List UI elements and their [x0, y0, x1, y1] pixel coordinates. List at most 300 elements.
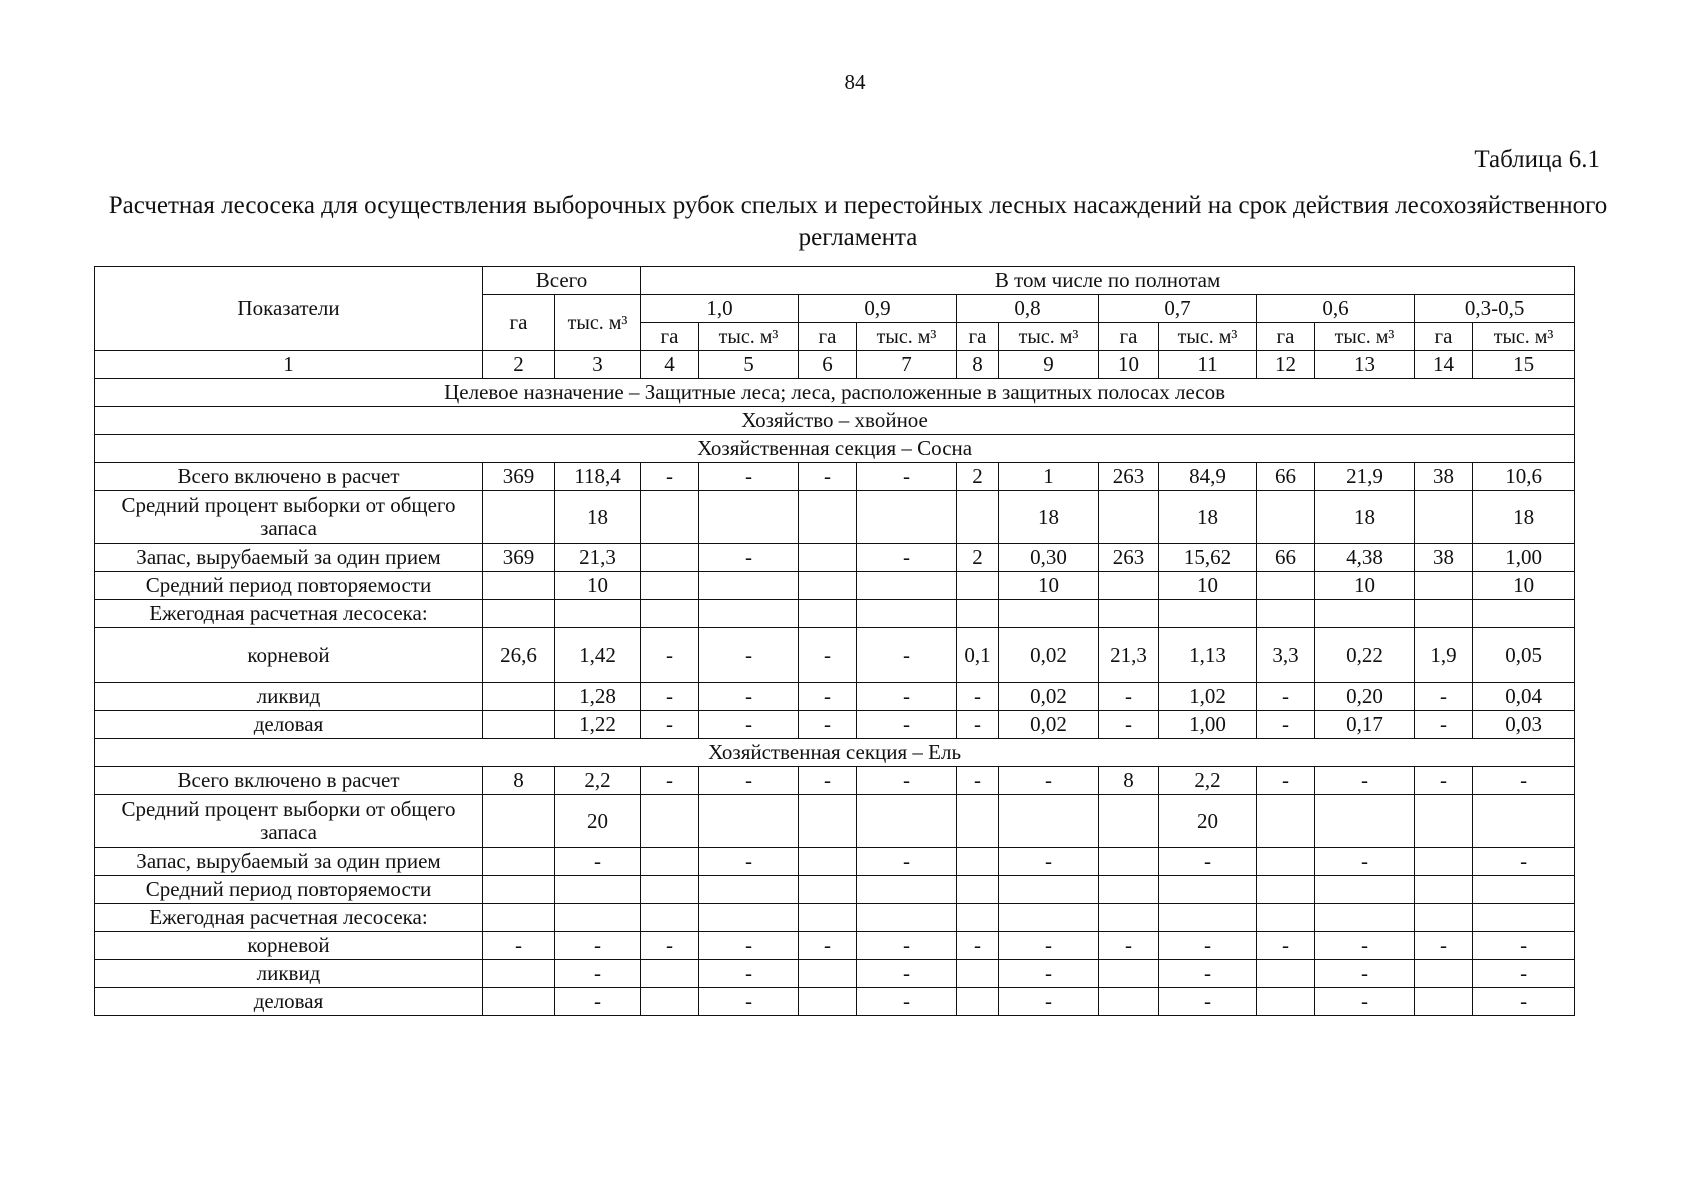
cell-value — [999, 795, 1099, 848]
cell-value: 1,02 — [1159, 683, 1257, 711]
section-farm: Хозяйство – хвойное — [95, 407, 1575, 435]
cell-value: 18 — [1315, 491, 1415, 544]
cell-value — [1415, 600, 1473, 628]
table-row — [95, 876, 1575, 904]
cell-value — [1257, 491, 1315, 544]
cell-value: - — [857, 848, 957, 876]
table-row — [95, 600, 1575, 628]
cell-value — [999, 904, 1099, 932]
table-row — [95, 711, 1575, 739]
cell-value: 10 — [1315, 572, 1415, 600]
cell-value — [1415, 876, 1473, 904]
table-title: Расчетная лесосека для осуществления выборочных рубок спелых и перестойных лесных насаждений на срок действия лесохозяйственного регламента — [108, 192, 1608, 251]
table-row — [95, 767, 1575, 795]
cell-value: - — [1415, 767, 1473, 795]
column-number: 14 — [1415, 351, 1473, 379]
column-number: 8 — [957, 351, 999, 379]
cell-value — [1099, 988, 1159, 1016]
cell-value — [641, 960, 699, 988]
cell-value: - — [1257, 683, 1315, 711]
cell-value: - — [857, 932, 957, 960]
cell-value: - — [699, 463, 799, 491]
cell-value: - — [857, 711, 957, 739]
header-indicators: Показатели — [95, 267, 483, 351]
cell-value — [641, 544, 699, 572]
table-label: Таблица 6.1 — [1474, 146, 1600, 173]
cell-value: - — [641, 628, 699, 683]
cell-value — [1099, 960, 1159, 988]
row-label: Средний период повторяемости — [95, 876, 483, 904]
header-density: 0,8 — [957, 295, 1099, 323]
cell-value: 1,13 — [1159, 628, 1257, 683]
cell-value — [483, 848, 555, 876]
cell-value: - — [1315, 960, 1415, 988]
cell-value: - — [857, 628, 957, 683]
row-label: Средний процент выборки от общего запаса — [95, 491, 483, 544]
cell-value — [799, 572, 857, 600]
cell-value: - — [1159, 932, 1257, 960]
table-row — [95, 904, 1575, 932]
cell-value — [1415, 848, 1473, 876]
cell-value: 26,6 — [483, 628, 555, 683]
cell-value: - — [699, 988, 799, 1016]
row-label: деловая — [95, 988, 483, 1016]
page-number: 84 — [844, 70, 866, 94]
cell-value — [957, 988, 999, 1016]
table-row — [95, 491, 1575, 544]
cell-value — [699, 904, 799, 932]
row-label: Ежегодная расчетная лесосека: — [95, 600, 483, 628]
cell-value — [1473, 876, 1575, 904]
cutting-area-table — [94, 266, 1575, 1016]
column-number: 6 — [799, 351, 857, 379]
cell-value — [699, 876, 799, 904]
cell-value: - — [799, 767, 857, 795]
column-number: 1 — [95, 351, 483, 379]
header-density: 0,9 — [799, 295, 957, 323]
cell-value: 10,6 — [1473, 463, 1575, 491]
cell-value: 0,17 — [1315, 711, 1415, 739]
cell-value: - — [857, 960, 957, 988]
header-ha: га — [1099, 323, 1159, 351]
cell-value: - — [1415, 683, 1473, 711]
column-number: 4 — [641, 351, 699, 379]
cell-value: - — [1315, 767, 1415, 795]
table-row — [95, 932, 1575, 960]
section-pine: Хозяйственная секция – Сосна — [95, 435, 1575, 463]
cell-value — [1257, 960, 1315, 988]
cell-value — [483, 491, 555, 544]
cell-value — [641, 848, 699, 876]
cell-value: 1,28 — [555, 683, 641, 711]
cell-value: 38 — [1415, 463, 1473, 491]
cell-value — [483, 960, 555, 988]
column-number: 2 — [483, 351, 555, 379]
cell-value: 1,22 — [555, 711, 641, 739]
cell-value: - — [1099, 711, 1159, 739]
row-label: ликвид — [95, 683, 483, 711]
cell-value — [699, 795, 799, 848]
column-number: 12 — [1257, 351, 1315, 379]
cell-value: - — [1257, 932, 1315, 960]
cell-value — [1315, 876, 1415, 904]
cell-value: - — [1257, 767, 1315, 795]
cell-value: - — [641, 711, 699, 739]
cell-value: 1 — [999, 463, 1099, 491]
cell-value: - — [999, 932, 1099, 960]
cell-value — [555, 904, 641, 932]
cell-value — [857, 904, 957, 932]
cell-value — [857, 876, 957, 904]
table-row — [95, 463, 1575, 491]
row-label: Ежегодная расчетная лесосека: — [95, 904, 483, 932]
table-row — [95, 988, 1575, 1016]
cell-value — [483, 904, 555, 932]
cell-value — [799, 491, 857, 544]
cell-value: - — [641, 767, 699, 795]
cell-value: 18 — [999, 491, 1099, 544]
cell-value: 263 — [1099, 463, 1159, 491]
cell-value — [1315, 904, 1415, 932]
cell-value — [1159, 600, 1257, 628]
cell-value — [999, 876, 1099, 904]
cell-value: - — [1099, 683, 1159, 711]
cell-value: - — [957, 683, 999, 711]
cell-value: 0,02 — [999, 683, 1099, 711]
header-total-volume: тыс. м³ — [555, 295, 641, 351]
cell-value: - — [999, 988, 1099, 1016]
cell-value: 18 — [555, 491, 641, 544]
cell-value: - — [1415, 711, 1473, 739]
header-volume: тыс. м³ — [1473, 323, 1575, 351]
cell-value: 20 — [555, 795, 641, 848]
cell-value: - — [1473, 960, 1575, 988]
table-row — [95, 628, 1575, 683]
header-ha: га — [799, 323, 857, 351]
cell-value: - — [1473, 932, 1575, 960]
cell-value: 2,2 — [1159, 767, 1257, 795]
cell-value: - — [857, 988, 957, 1016]
cell-value — [1159, 876, 1257, 904]
header-total: Всего — [483, 267, 641, 295]
cell-value: - — [799, 932, 857, 960]
cell-value: 38 — [1415, 544, 1473, 572]
cell-value: - — [1473, 767, 1575, 795]
cell-value — [641, 795, 699, 848]
cell-value — [555, 876, 641, 904]
cell-value — [1099, 904, 1159, 932]
cell-value — [1415, 572, 1473, 600]
cell-value — [1257, 876, 1315, 904]
cell-value: - — [999, 848, 1099, 876]
cell-value — [1159, 904, 1257, 932]
cell-value — [799, 988, 857, 1016]
cell-value — [957, 960, 999, 988]
cell-value: 0,1 — [957, 628, 999, 683]
cell-value — [555, 600, 641, 628]
cell-value — [1415, 988, 1473, 1016]
cell-value: 15,62 — [1159, 544, 1257, 572]
cell-value: - — [641, 463, 699, 491]
cell-value — [1257, 988, 1315, 1016]
cell-value — [1257, 848, 1315, 876]
cell-value — [641, 600, 699, 628]
cell-value: 21,3 — [555, 544, 641, 572]
cell-value: - — [555, 988, 641, 1016]
row-label: деловая — [95, 711, 483, 739]
cell-value: 2 — [957, 544, 999, 572]
cell-value — [1257, 572, 1315, 600]
row-label: Запас, вырубаемый за один прием — [95, 848, 483, 876]
cell-value: 0,05 — [1473, 628, 1575, 683]
cell-value: - — [641, 683, 699, 711]
column-number: 7 — [857, 351, 957, 379]
column-number: 11 — [1159, 351, 1257, 379]
cell-value: 10 — [1473, 572, 1575, 600]
cell-value — [1415, 904, 1473, 932]
header-density: 0,3-0,5 — [1415, 295, 1575, 323]
table-row — [95, 960, 1575, 988]
section-spruce: Хозяйственная секция – Ель — [95, 739, 1575, 767]
header-including: В том числе по полнотам — [641, 267, 1575, 295]
table-row — [95, 572, 1575, 600]
cell-value — [1099, 600, 1159, 628]
cell-value — [957, 600, 999, 628]
header-volume: тыс. м³ — [857, 323, 957, 351]
cell-value: - — [555, 932, 641, 960]
cell-value: 0,30 — [999, 544, 1099, 572]
cell-value: - — [957, 711, 999, 739]
header-ha: га — [641, 323, 699, 351]
cell-value: 263 — [1099, 544, 1159, 572]
header-density: 0,6 — [1257, 295, 1415, 323]
column-number: 5 — [699, 351, 799, 379]
cell-value — [799, 795, 857, 848]
cell-value — [699, 491, 799, 544]
cell-value: - — [1315, 988, 1415, 1016]
header-volume: тыс. м³ — [1159, 323, 1257, 351]
row-label: корневой — [95, 628, 483, 683]
cell-value: 10 — [555, 572, 641, 600]
header-ha: га — [1257, 323, 1315, 351]
cell-value — [799, 544, 857, 572]
cell-value — [799, 848, 857, 876]
cell-value: 18 — [1473, 491, 1575, 544]
table-row — [95, 848, 1575, 876]
cell-value: - — [1473, 848, 1575, 876]
cell-value: - — [699, 932, 799, 960]
cell-value — [799, 876, 857, 904]
row-label: Всего включено в расчет — [95, 463, 483, 491]
cell-value — [1099, 491, 1159, 544]
cell-value: - — [999, 767, 1099, 795]
cell-value — [1257, 904, 1315, 932]
header-ha: га — [1415, 323, 1473, 351]
cell-value: - — [957, 932, 999, 960]
cell-value: 0,22 — [1315, 628, 1415, 683]
table-row — [95, 544, 1575, 572]
column-number: 15 — [1473, 351, 1575, 379]
cell-value: 66 — [1257, 544, 1315, 572]
cell-value: - — [857, 463, 957, 491]
header-total-ha: га — [483, 295, 555, 351]
header-ha: га — [957, 323, 999, 351]
cell-value — [857, 572, 957, 600]
row-label: Средний период повторяемости — [95, 572, 483, 600]
header-volume: тыс. м³ — [699, 323, 799, 351]
cell-value: - — [957, 767, 999, 795]
cell-value — [1315, 795, 1415, 848]
cell-value: 20 — [1159, 795, 1257, 848]
cell-value: 369 — [483, 463, 555, 491]
cell-value: 84,9 — [1159, 463, 1257, 491]
cell-value: - — [555, 848, 641, 876]
cell-value: 21,9 — [1315, 463, 1415, 491]
cell-value — [799, 904, 857, 932]
header-volume: тыс. м³ — [1315, 323, 1415, 351]
row-label: Средний процент выборки от общего запаса — [95, 795, 483, 848]
cell-value: - — [799, 628, 857, 683]
cell-value: 369 — [483, 544, 555, 572]
cell-value — [857, 491, 957, 544]
cell-value — [799, 600, 857, 628]
cell-value: 2,2 — [555, 767, 641, 795]
cell-value — [1099, 848, 1159, 876]
cell-value: - — [1315, 848, 1415, 876]
cell-value: - — [1159, 960, 1257, 988]
cell-value: - — [799, 711, 857, 739]
cell-value: - — [999, 960, 1099, 988]
cell-value: - — [857, 544, 957, 572]
cell-value: - — [1159, 988, 1257, 1016]
column-numbers-row — [95, 351, 1575, 379]
cell-value — [483, 572, 555, 600]
column-number: 3 — [555, 351, 641, 379]
cell-value: - — [555, 960, 641, 988]
cell-value: 118,4 — [555, 463, 641, 491]
cell-value — [641, 572, 699, 600]
table-row — [95, 683, 1575, 711]
section-purpose: Целевое назначение – Защитные леса; леса, расположенные в защитных полосах лесов — [95, 379, 1575, 407]
cell-value: - — [699, 711, 799, 739]
cell-value — [483, 988, 555, 1016]
cell-value — [957, 848, 999, 876]
row-label: Всего включено в расчет — [95, 767, 483, 795]
cell-value — [857, 795, 957, 848]
cell-value: - — [699, 767, 799, 795]
cell-value — [641, 491, 699, 544]
cell-value: - — [1159, 848, 1257, 876]
cell-value — [699, 572, 799, 600]
cell-value: 8 — [1099, 767, 1159, 795]
cell-value: - — [641, 932, 699, 960]
header-density: 1,0 — [641, 295, 799, 323]
cell-value: - — [857, 683, 957, 711]
cell-value: 10 — [999, 572, 1099, 600]
row-label: Запас, вырубаемый за один прием — [95, 544, 483, 572]
cell-value — [1415, 491, 1473, 544]
column-number: 10 — [1099, 351, 1159, 379]
cell-value — [1099, 876, 1159, 904]
row-label: ликвид — [95, 960, 483, 988]
cell-value: - — [699, 544, 799, 572]
cell-value: 1,42 — [555, 628, 641, 683]
cell-value: 10 — [1159, 572, 1257, 600]
cell-value: 66 — [1257, 463, 1315, 491]
cell-value — [1099, 572, 1159, 600]
cell-value — [1473, 600, 1575, 628]
cell-value — [1473, 904, 1575, 932]
cell-value: - — [799, 683, 857, 711]
cell-value — [483, 683, 555, 711]
cell-value: 0,02 — [999, 711, 1099, 739]
cell-value: - — [699, 960, 799, 988]
cell-value — [1315, 600, 1415, 628]
cell-value: - — [1099, 932, 1159, 960]
cell-value: 8 — [483, 767, 555, 795]
cell-value: 18 — [1159, 491, 1257, 544]
cell-value: 0,03 — [1473, 711, 1575, 739]
cell-value — [857, 600, 957, 628]
cell-value — [1415, 795, 1473, 848]
cell-value — [641, 876, 699, 904]
cell-value: 0,02 — [999, 628, 1099, 683]
cell-value: 0,20 — [1315, 683, 1415, 711]
table-row — [95, 795, 1575, 848]
column-number: 9 — [999, 351, 1099, 379]
cell-value: 0,04 — [1473, 683, 1575, 711]
header-density: 0,7 — [1099, 295, 1257, 323]
cell-value: - — [1415, 932, 1473, 960]
cell-value — [957, 876, 999, 904]
cell-value: 2 — [957, 463, 999, 491]
cell-value — [483, 795, 555, 848]
cell-value — [799, 960, 857, 988]
cell-value: - — [483, 932, 555, 960]
cell-value: - — [857, 767, 957, 795]
cell-value: - — [699, 848, 799, 876]
cell-value — [483, 711, 555, 739]
cell-value — [699, 600, 799, 628]
cell-value — [1473, 795, 1575, 848]
cell-value — [1415, 960, 1473, 988]
cell-value: 4,38 — [1315, 544, 1415, 572]
cell-value: 21,3 — [1099, 628, 1159, 683]
cell-value — [483, 876, 555, 904]
cell-value — [1099, 795, 1159, 848]
cell-value — [1257, 600, 1315, 628]
table-body — [95, 379, 1575, 1016]
column-number: 13 — [1315, 351, 1415, 379]
cell-value: 1,00 — [1473, 544, 1575, 572]
cell-value: 1,00 — [1159, 711, 1257, 739]
cell-value: 1,9 — [1415, 628, 1473, 683]
cell-value — [957, 491, 999, 544]
cell-value — [641, 904, 699, 932]
cell-value: - — [799, 463, 857, 491]
cell-value — [1257, 795, 1315, 848]
cell-value: - — [699, 628, 799, 683]
cell-value: - — [1315, 932, 1415, 960]
cell-value — [957, 795, 999, 848]
cell-value: - — [699, 683, 799, 711]
row-label: корневой — [95, 932, 483, 960]
cell-value: - — [1473, 988, 1575, 1016]
cell-value — [999, 600, 1099, 628]
cell-value: - — [1257, 711, 1315, 739]
header-volume: тыс. м³ — [999, 323, 1099, 351]
cell-value — [957, 572, 999, 600]
